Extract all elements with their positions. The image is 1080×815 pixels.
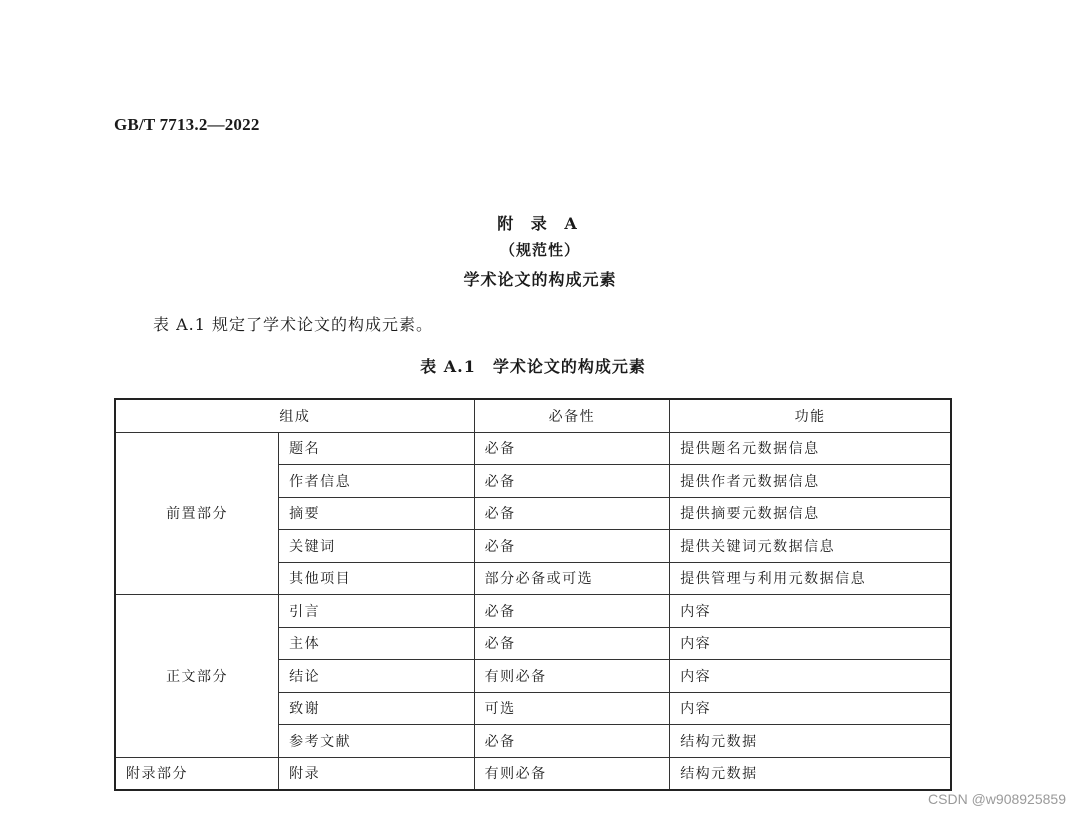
function-cell: 内容 [670,692,951,725]
group-front-matter: 前置部分 [115,432,279,595]
header-function: 功能 [670,399,951,432]
required-cell: 部分必备或可选 [474,562,670,595]
function-cell: 结构元数据 [670,725,951,758]
group-appendix: 附录部分 [115,757,279,790]
element-cell: 摘要 [279,497,475,530]
function-cell: 内容 [670,595,951,628]
header-required: 必备性 [474,399,670,432]
required-cell: 必备 [474,725,670,758]
function-cell: 提供摘要元数据信息 [670,497,951,530]
element-cell: 参考文献 [279,725,475,758]
header-composition: 组成 [115,399,474,432]
function-cell: 内容 [670,660,951,693]
watermark: CSDN @w908925859 [928,791,1066,807]
table-row [115,595,951,628]
function-cell: 提供作者元数据信息 [670,465,951,498]
element-cell: 作者信息 [279,465,475,498]
annex-heading: 学术论文的构成元素 [463,270,617,289]
element-cell: 其他项目 [279,562,475,595]
required-cell: 有则必备 [474,757,670,790]
element-cell: 致谢 [279,692,475,725]
element-cell: 附录 [279,757,475,790]
function-cell: 结构元数据 [670,757,951,790]
required-cell: 必备 [474,595,670,628]
table-caption: 表 A.1 学术论文的构成元素 [420,357,646,376]
required-cell: 必备 [474,465,670,498]
required-cell: 可选 [474,692,670,725]
table-row [115,757,951,790]
element-cell: 题名 [279,432,475,465]
table-header-row [115,399,951,432]
required-cell: 必备 [474,627,670,660]
annex-label: 附 录 A [497,214,583,233]
required-cell: 必备 [474,530,670,563]
function-cell: 提供题名元数据信息 [670,432,951,465]
element-cell: 结论 [279,660,475,693]
group-main-body: 正文部分 [115,595,279,758]
required-cell: 有则必备 [474,660,670,693]
function-cell: 提供关键词元数据信息 [670,530,951,563]
required-cell: 必备 [474,497,670,530]
table-row [115,432,951,465]
element-cell: 关键词 [279,530,475,563]
required-cell: 必备 [474,432,670,465]
standard-code: GB/T 7713.2—2022 [114,115,260,134]
function-cell: 内容 [670,627,951,660]
elements-table [114,398,952,791]
element-cell: 引言 [279,595,475,628]
function-cell: 提供管理与利用元数据信息 [670,562,951,595]
element-cell: 主体 [279,627,475,660]
annex-type: （规范性） [499,241,580,259]
intro-paragraph: 表 A.1 规定了学术论文的构成元素。 [153,315,433,334]
